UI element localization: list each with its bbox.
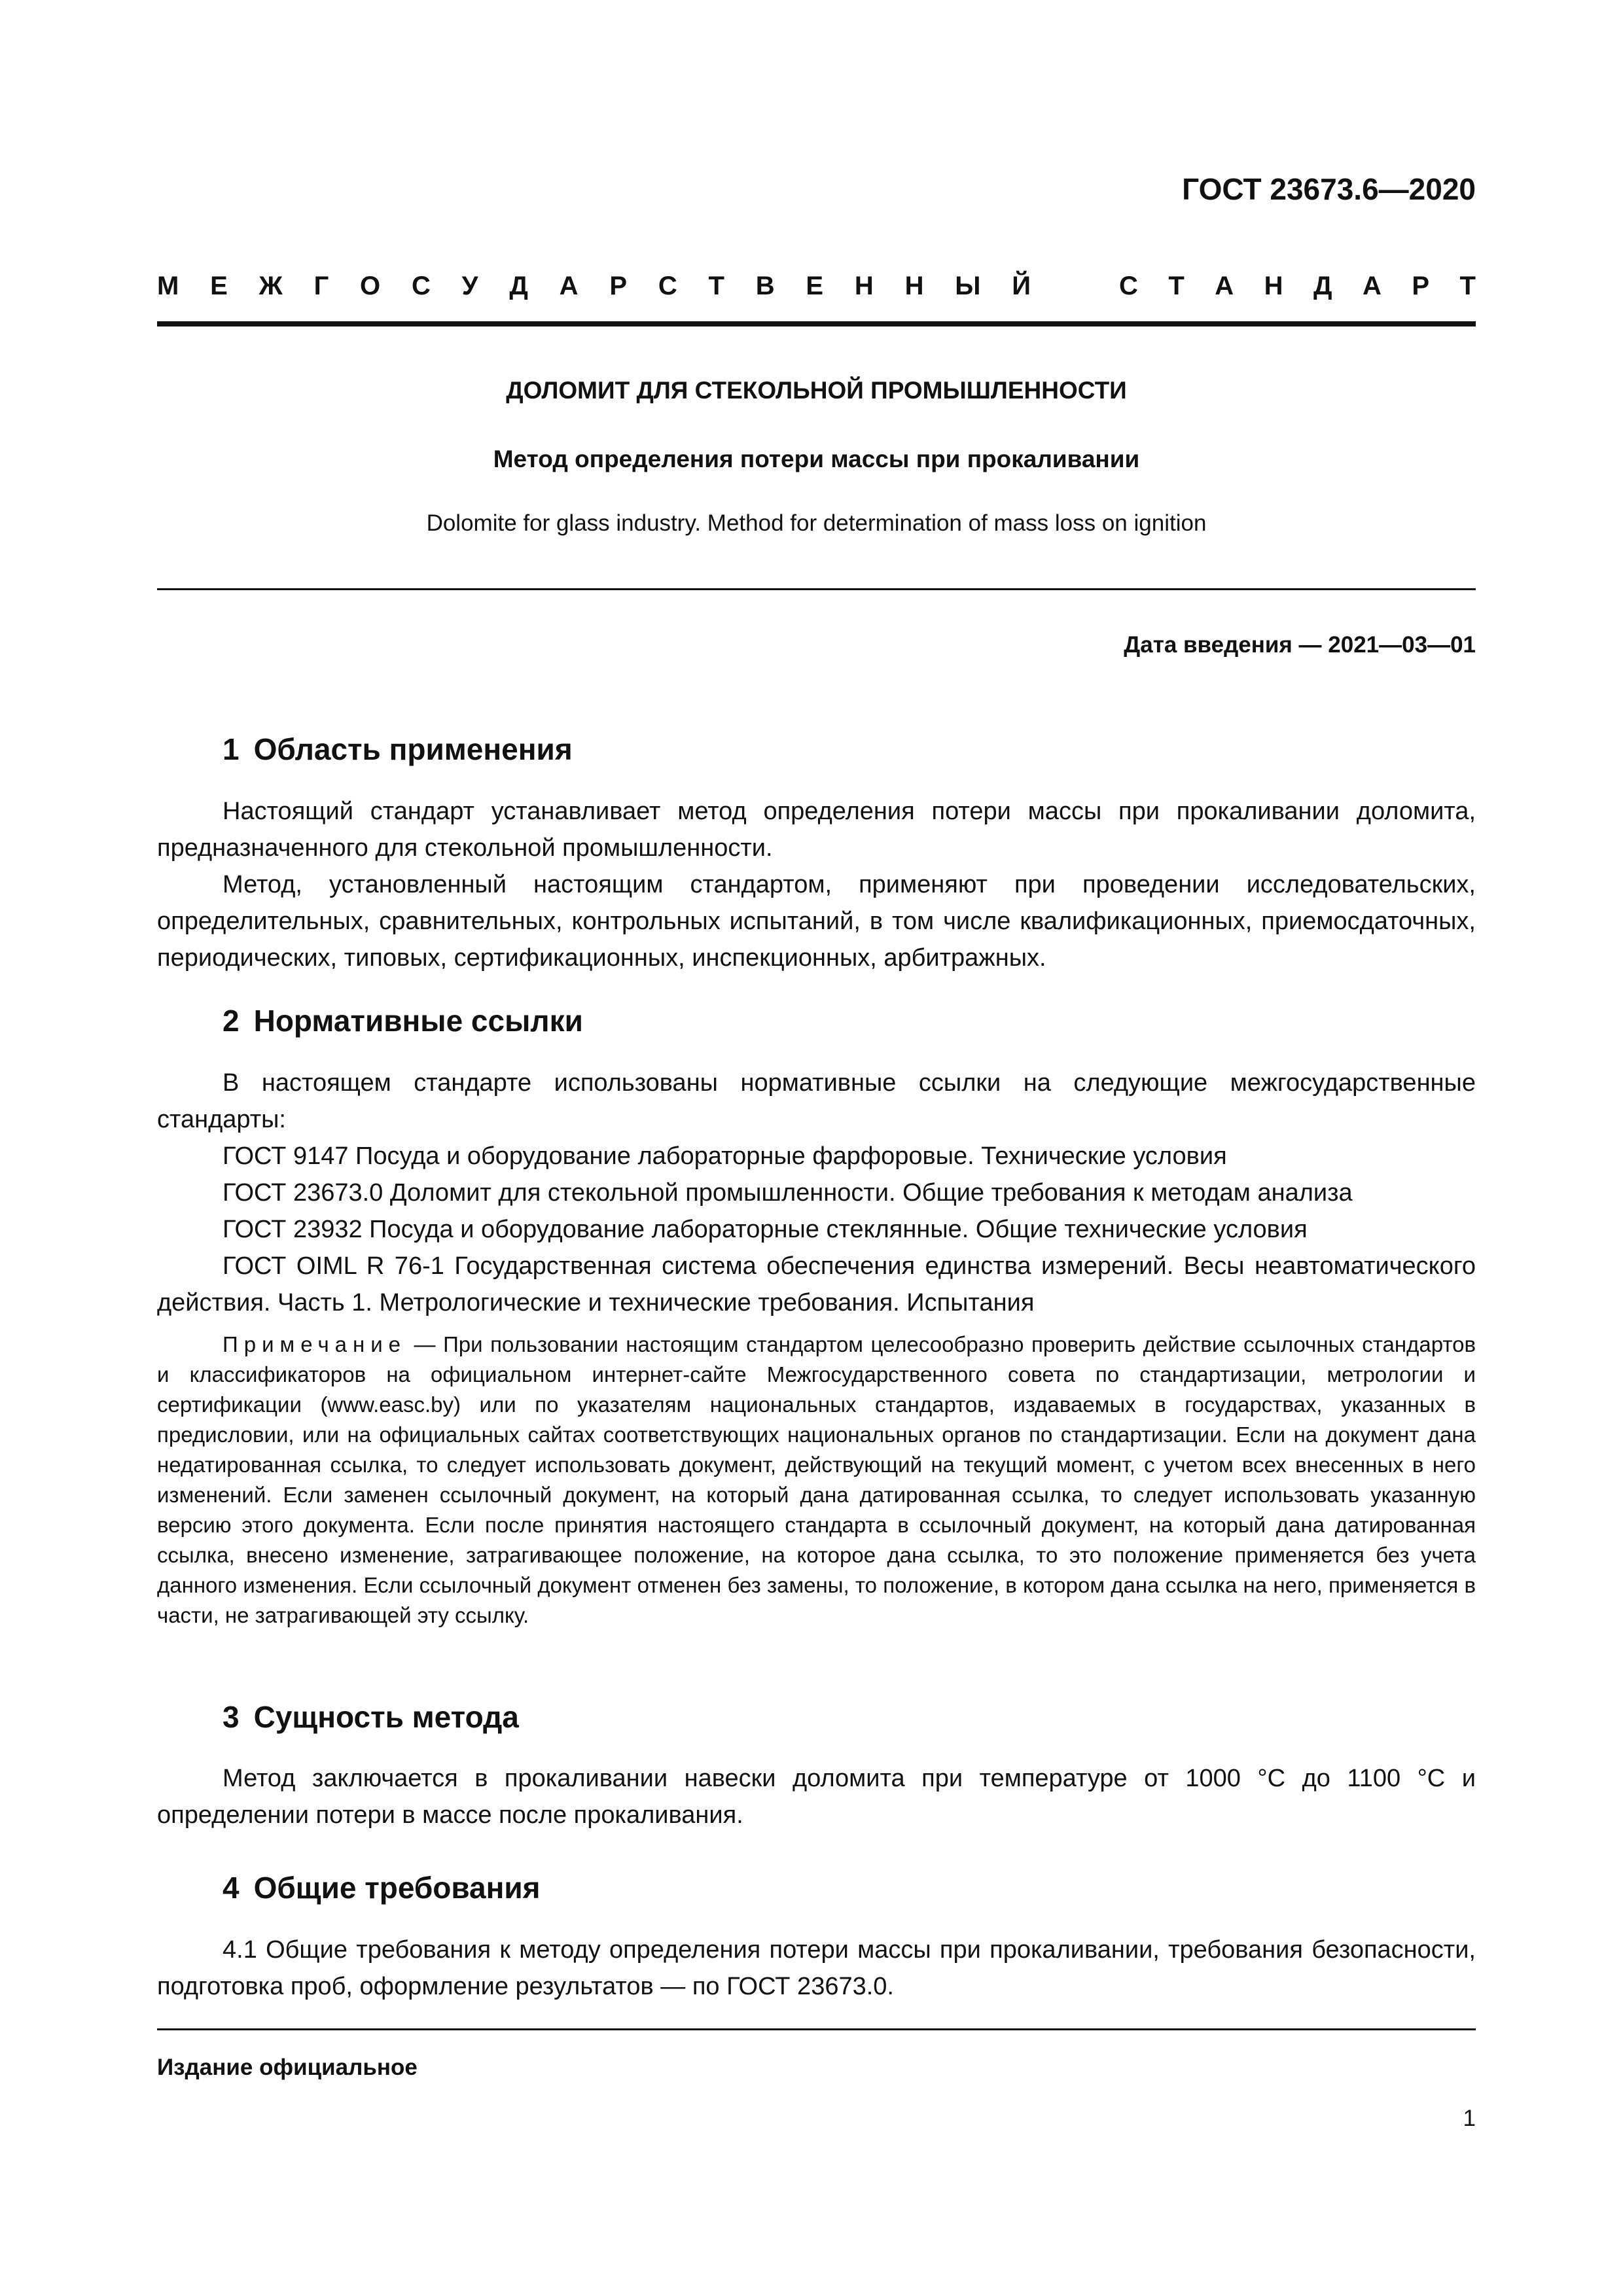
interstate-standard-banner [157,272,1476,301]
banner-letter: Д [509,272,528,300]
note-text: — При пользовании настоящим стандартом целесообразно проверить действие ссылочных стандартов и классификаторов на официальном интернет-сайте Межгосударственного совета по стандартизации, метрологии и сертификации (www.easc.by) или по указателям национальных стандартов, издаваемых в государствах, указанных в предисловии, или на официальных сайтах соответствующих национальных органов по стандартизации. Если на документ дана недатированная ссылка, то следует использовать документ, действующий на текущий момент, с учетом всех внесенных в него изменений. Если заменен ссылочный документ, на который дана датированная ссылка, то следует использовать указанную версию этого документа. Если после принятия настоящего стандарта в ссылочный документ, на который дана датированная ссылка, внесено изменение, затрагивающее положение, на которое дана ссылка, то это положение применяется без учета данного изменения. Если ссылочный документ отменен без замены, то положение, в котором дана ссылка на него, применяется в части, не затрагивающей эту ссылку. [157,1332,1476,1627]
banner-letter: Н [1264,272,1283,300]
section-3-title: Сущность метода [253,1700,519,1734]
page-number: 1 [1463,2106,1476,2131]
section-2-title: Нормативные ссылки [253,1004,583,1038]
banner-letter: А [559,272,579,300]
header-divider-thick [157,321,1476,327]
banner-letter: А [1362,272,1382,300]
section-2-number: 2 [223,1004,240,1038]
section-2-heading [223,1003,583,1038]
normative-reference: ГОСТ OIML R 76-1 Государственная система обеспечения единства измерений. Весы неавтоматического действия. Часть 1. Метрологические и технические требования. Испытания [157,1252,1476,1316]
normative-reference: ГОСТ 9147 Посуда и оборудование лабораторные фарфоровые. Технические условия [223,1142,1227,1170]
section-4-title: Общие требования [253,1871,541,1905]
banner-letter: Т [708,272,724,300]
banner-letter: Р [609,272,628,300]
banner-letter: О [360,272,381,300]
interstate-word-2 [1119,272,1476,301]
footer-divider [157,2028,1476,2030]
interstate-word-1 [157,272,1031,301]
banner-letter: Й [1012,272,1031,300]
document-title: ДОЛОМИТ ДЛЯ СТЕКОЛЬНОЙ ПРОМЫШЛЕННОСТИ [506,377,1127,404]
section-2-intro: В настоящем стандарте использованы нормативные ссылки на следующие межгосударственные стандарты: [157,1069,1476,1133]
banner-letter: Е [806,272,824,300]
banner-letter: Д [1313,272,1332,300]
normative-reference: ГОСТ 23932 Посуда и оборудование лабораторные стеклянные. Общие технические условия [223,1216,1308,1243]
banner-letter: С [1119,272,1138,300]
section-4-number: 4 [223,1871,240,1905]
banner-letter: Т [1459,272,1476,300]
banner-letter: С [658,272,677,300]
note-label: Примечание [223,1332,407,1356]
section-4-body [157,1932,1476,2005]
banner-letter: Н [904,272,924,300]
document-subtitle: Метод определения потери массы при прокаливании [493,446,1140,472]
banner-letter: Е [210,272,228,300]
banner-letter: В [755,272,775,300]
banner-letter: Т [1168,272,1185,300]
document-title-english: Dolomite for glass industry. Method for determination of mass loss on ignition [426,510,1207,536]
edition-label: Издание официальное [157,2055,418,2080]
section-3-paragraph: Метод заключается в прокаливании навески доломита при температуре от 1000 °С до 1100 °С и определении потери в массе после прокаливания. [157,1765,1476,1829]
section-3-number: 3 [223,1700,240,1734]
section-1-heading [223,732,573,767]
section-1-body [157,793,1476,976]
section-3-body [157,1760,1476,1833]
document-number: ГОСТ 23673.6—2020 [1182,172,1476,206]
section-4-paragraph: 4.1 Общие требования к методу определения потери массы при прокаливании, требования безопасности, подготовка проб, оформление результатов — по ГОСТ 23673.0. [157,1936,1476,2000]
normative-reference: ГОСТ 23673.0 Доломит для стекольной промышленности. Общие требования к методам анализа [223,1179,1353,1207]
section-2-body [157,1065,1476,1321]
section-3-heading [223,1699,519,1735]
banner-letter: М [157,272,179,300]
section-1-paragraph: Настоящий стандарт устанавливает метод определения потери массы при прокаливании доломита, предназначенного для стекольной промышленности. [157,798,1476,862]
title-divider [157,588,1476,590]
section-2-note [157,1330,1476,1631]
banner-letter: Ы [955,272,981,300]
banner-letter: У [461,272,478,300]
banner-letter: С [411,272,431,300]
date-of-introduction: Дата введения — 2021—03—01 [1124,632,1476,658]
section-1-number: 1 [223,732,240,766]
banner-letter: Н [854,272,874,300]
section-1-paragraph: Метод, установленный настоящим стандартом, применяют при проведении исследовательских, определительных, сравнительных, контрольных испытаний, в том числе квалификационных, приемосдаточных, периодических, типовых, сертификационных, инспекционных, арбитражных. [157,871,1476,972]
banner-letter: Ж [259,272,283,300]
section-1-title: Область применения [253,732,573,766]
section-4-heading [223,1870,541,1905]
banner-letter: Г [313,272,329,300]
banner-letter: А [1215,272,1234,300]
banner-letter: Р [1412,272,1429,300]
